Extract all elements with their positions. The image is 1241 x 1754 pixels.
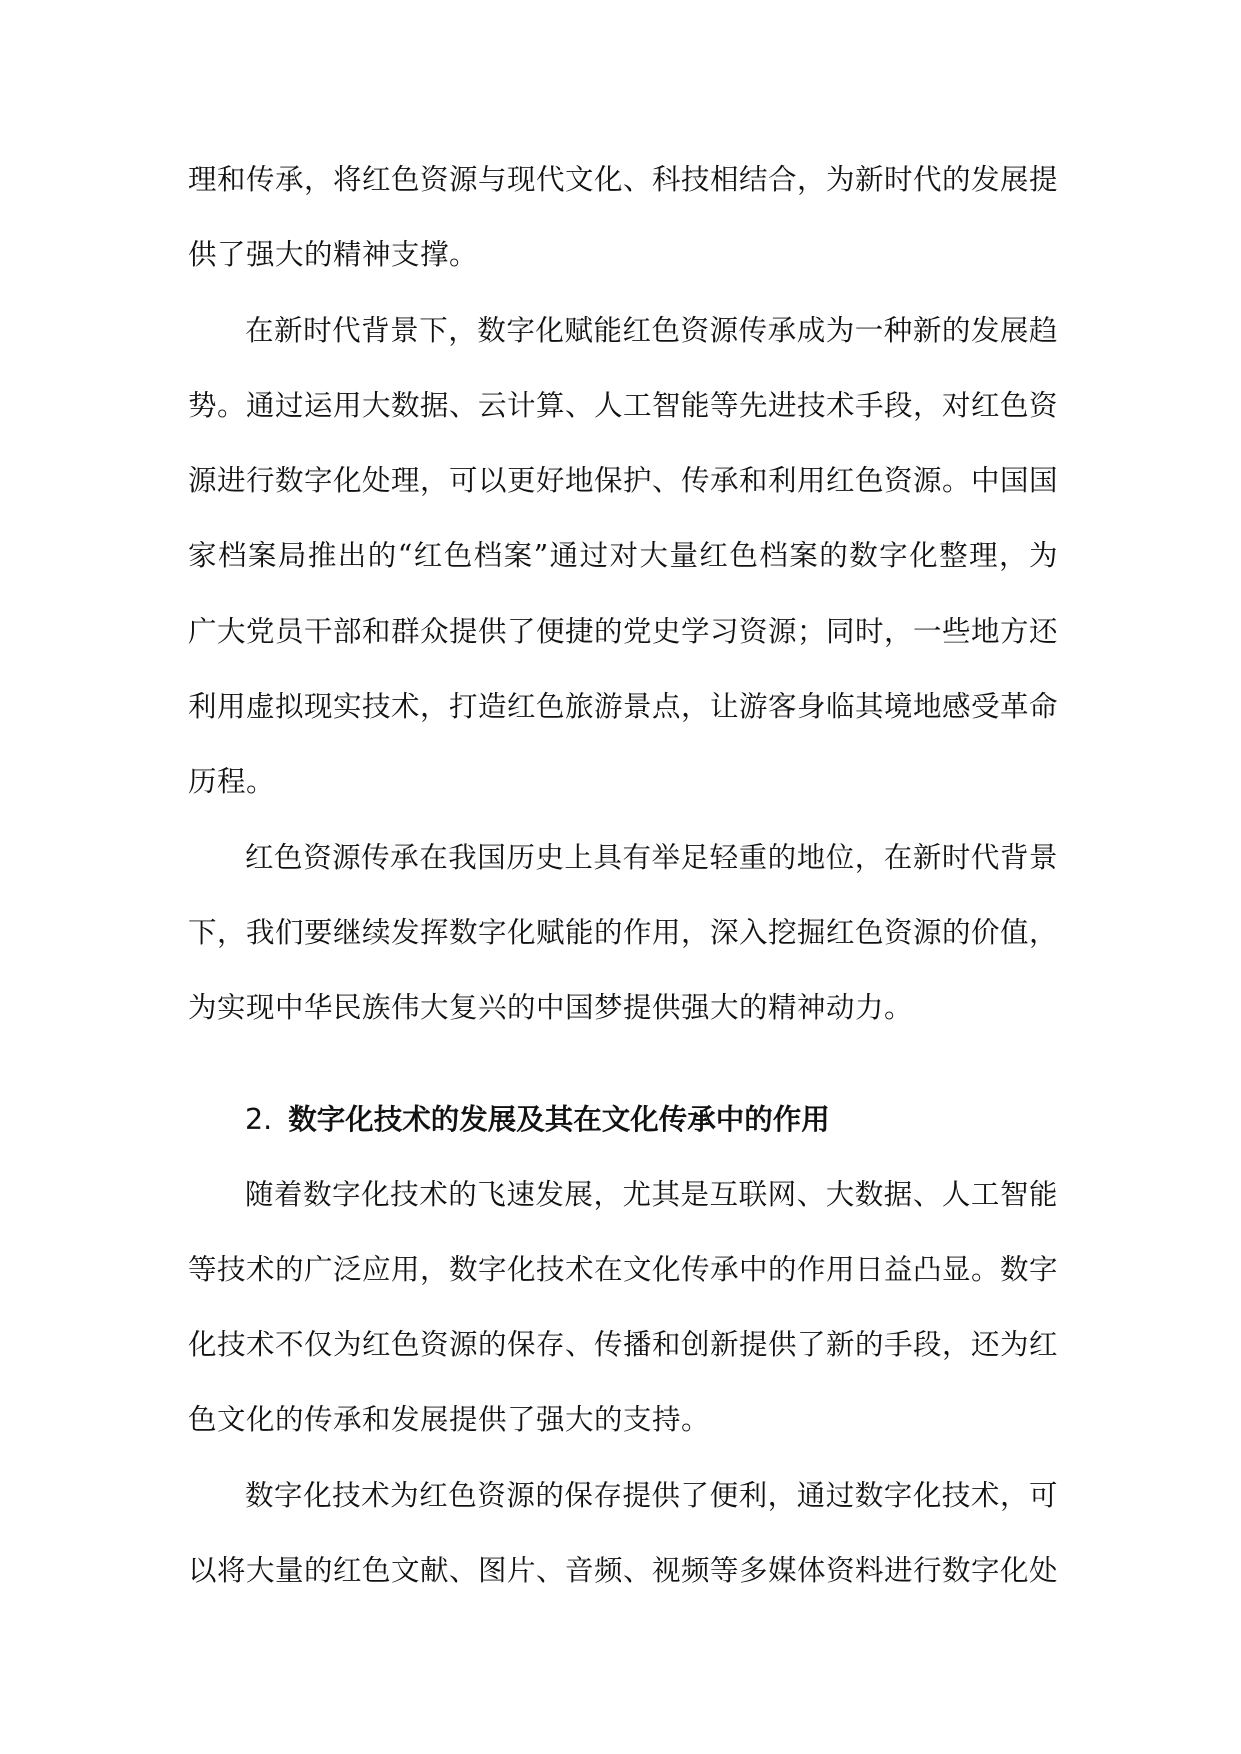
section-title: 数字化技术的发展及其在文化传承中的作用: [288, 1102, 830, 1136]
paragraph-continuation: 理和传承，将红色资源与现代文化、科技相结合，为新时代的发展提供了强大的精神支撑。: [188, 163, 1059, 272]
document-body: [188, 142, 1058, 1608]
paragraph-digital-preservation: 数字化技术为红色资源的保存提供了便利，通过数字化技术，可以将大量的红色文献、图片、音频、视频等多媒体资料进行数字化处: [188, 1478, 1059, 1588]
section-gap: [188, 1046, 1058, 1082]
section-heading: [188, 1082, 1058, 1157]
paragraph-red-resource-significance: 红色资源传承在我国历史上具有举足轻重的地位，在新时代背景下，我们要继续发挥数字化赋能的作用，深入挖掘红色资源的价值，为实现中华民族伟大复兴的中国梦提供强大的精神动力。: [188, 840, 1059, 1025]
section-number: 2.: [245, 1102, 273, 1136]
paragraph-digital-tech-development: 随着数字化技术的飞速发展，尤其是互联网、大数据、人工智能等技术的广泛应用，数字化技术在文化传承中的作用日益凸显。数字化技术不仅为红色资源的保存、传播和创新提供了新的手段，还为红色文化的传承和发展提供了强大的支持。: [188, 1177, 1059, 1437]
paragraph-digital-empowerment: 在新时代背景下，数字化赋能红色资源传承成为一种新的发展趋势。通过运用大数据、云计算、人工智能等先进技术手段，对红色资源进行数字化处理，可以更好地保护、传承和利用红色资源。中国国家档案局推出的“红色档案”通过对大量红色档案的数字化整理，为广大党员干部和群众提供了便捷的党史学习资源；同时，一些地方还利用虚拟现实技术，打造红色旅游景点，让游客身临其境地感受革命历程。: [188, 313, 1059, 799]
